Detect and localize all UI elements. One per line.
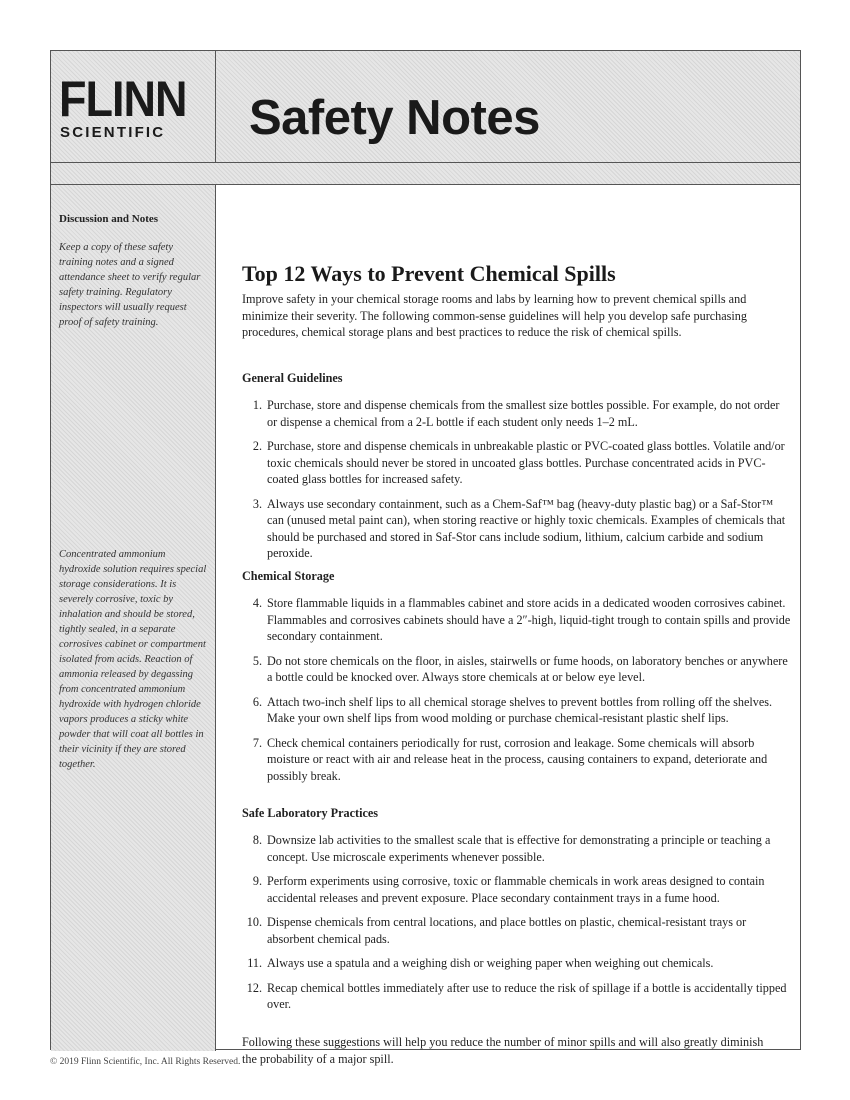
item-text: Purchase, store and dispense chemicals in unbreakable plastic or PVC-coated glass bottles. Volatile and/or toxic chemicals should never be stored in uncoated glass bottles. Purchase concentrated acids in PVC-coated glass bottles for increased safety.	[267, 439, 785, 486]
sidebar-note-ammonium: Concentrated ammonium hydroxide solution requires special storage considerations. It is severely corrosive, toxic by inhalation and should be stored, tightly sealed, in a separate corrosives cabinet or compartment isolated from acids. Reaction of ammonia released by degassing from concentrated ammonium hydroxide with hydrogen chloride vapors produces a sticky white powder that will coat all bottles in their vicinity if they are stored together.	[59, 549, 207, 770]
list-item	[242, 980, 792, 1013]
item-text: Dispense chemicals from central locations, and place bottles on plastic, chemical-resistant trays or absorbent chemical pads.	[267, 915, 747, 946]
item-text: Recap chemical bottles immediately after use to reduce the risk of spillage if a bottle is accidentally tipped over.	[267, 980, 787, 1011]
sidebar	[51, 185, 216, 1051]
section-heading-general: General Guidelines	[242, 371, 343, 385]
item-text: Purchase, store and dispense chemicals from the smallest size bottles possible. For example, do not order or dispense a chemical from a 2-L bottle if each student only needs 1–2 mL.	[267, 398, 780, 429]
list-lab-practices	[242, 832, 792, 1021]
item-number: 6.	[252, 694, 262, 709]
item-text: Do not store chemicals on the floor, in aisles, stairwells or fume hoods, on laboratory benches or anywhere a bottle could be knocked over. Always store chemicals at or below eye level.	[267, 653, 788, 684]
list-item	[242, 397, 792, 430]
logo-flinn-text: FLINN	[59, 70, 187, 128]
list-item	[242, 438, 792, 488]
item-number: 9.	[252, 874, 262, 888]
list-item	[242, 496, 792, 562]
item-number: 7.	[252, 735, 262, 750]
list-item	[242, 694, 792, 727]
item-number: 8.	[252, 833, 262, 847]
section-heading-lab-practices: Safe Laboratory Practices	[242, 806, 379, 820]
item-text: Attach two-inch shelf lips to all chemical storage shelves to prevent bottles from rolling off the shelves. Make your own shelf lips from wood molding or purchase chemical-resistant plastic shelf lips.	[267, 694, 773, 725]
item-number: 10.	[246, 915, 262, 929]
sidebar-heading: Discussion and Notes	[59, 213, 159, 225]
document-title: Top 12 Ways to Prevent Chemical Spills	[242, 261, 616, 286]
intro-paragraph: Improve safety in your chemical storage rooms and labs by learning how to prevent chemical spills and minimize their severity. The following common-sense guidelines will help you develop safe purchasing procedures, chemical storage plans and best practices to reduce the risk of chemical spills.	[242, 292, 747, 339]
list-item	[242, 595, 792, 645]
list-item	[242, 653, 792, 686]
header-band	[51, 163, 800, 185]
item-number: 12.	[246, 980, 262, 995]
logo	[51, 51, 216, 162]
section-heading-storage: Chemical Storage	[242, 569, 335, 583]
list-item	[242, 735, 792, 785]
item-number: 3.	[252, 496, 262, 511]
list-item	[242, 955, 792, 972]
item-text: Check chemical containers periodically for rust, corrosion and leakage. Some chemicals will absorb moisture or react with air and release heat in the process, causing containers to expand, deteriorate and possibly break.	[267, 735, 768, 783]
item-text: Downsize lab activities to the smallest scale that is effective for demonstrating a principle or teaching a concept. Use microscale experiments whenever possible.	[267, 833, 771, 864]
item-text: Always use a spatula and a weighing dish or weighing paper when weighing out chemicals.	[267, 956, 714, 970]
item-number: 11.	[247, 956, 262, 970]
list-item	[242, 832, 792, 865]
item-number: 5.	[252, 653, 262, 668]
header-title: Safety Notes	[249, 91, 540, 145]
copyright-notice: © 2019 Flinn Scientific, Inc. All Rights Reserved.	[50, 1057, 241, 1067]
list-item	[242, 914, 792, 947]
list-chemical-storage	[242, 595, 792, 792]
item-number: 4.	[252, 596, 262, 610]
header	[51, 51, 800, 163]
item-text: Perform experiments using corrosive, toxic or flammable chemicals in work areas designed to contain accidental releases and prevent exposure. Place secondary containment trays in a fume hood.	[267, 874, 765, 905]
list-item	[242, 873, 792, 906]
item-number: 1.	[252, 398, 262, 412]
conclusion-paragraph: Following these suggestions will help you reduce the number of minor spills and will also greatly diminish the probability of a major spill.	[242, 1035, 764, 1066]
item-text: Store flammable liquids in a flammables cabinet and store acids in a dedicated wooden corrosives cabinet. Flammables and corrosives cabinets should have a 2″-high, liquid-tight trough to contain spills and provide secondary containment.	[267, 596, 791, 643]
logo-scientific-text: SCIENTIFIC	[60, 124, 166, 141]
item-text: Always use secondary containment, such as a Chem-Saf™ bag (heavy-duty plastic bag) or a Saf-Stor™ can (unused metal paint can), when storing reactive or highly toxic chemicals. Examples of chemicals that should be purchased and stored in Saf-Stor cans include sodium, lithium, calcium carbide and sodium peroxide.	[267, 496, 786, 560]
item-number: 2.	[252, 439, 262, 453]
list-general-guidelines	[242, 397, 792, 570]
sidebar-note-training: Keep a copy of these safety training notes and a signed attendance sheet to verify regular safety training. Regulatory inspectors will usually request proof of safety training.	[59, 242, 201, 328]
